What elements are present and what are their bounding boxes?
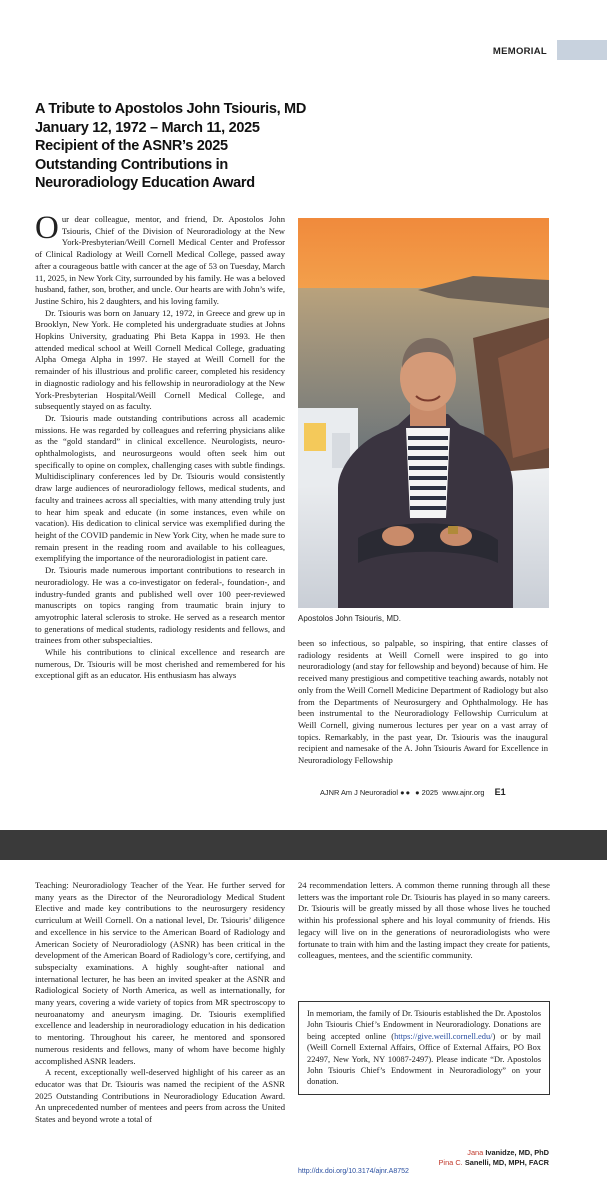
- journal-name: AJNR Am J Neuroradiol: [320, 788, 399, 797]
- drop-cap: O: [35, 210, 59, 246]
- memoriam-text: ) or by mail (Weill Cornell External Affairs, Office of External Affairs, PO Box 22497, New York, NY 10087-2497). Please indicate “Dr. Apostolos John Tsiouris Chief’s Endowment in Neuroradiology” on your donation.: [307, 1031, 541, 1087]
- title-line: A Tribute to Apostolos John Tsiouris, MD: [35, 101, 307, 117]
- photo-caption: Apostolos John Tsiouris, MD.: [298, 614, 402, 623]
- body-column-right: [298, 638, 548, 767]
- author: [439, 1158, 550, 1168]
- paragraph: Dr. Tsiouris made numerous important contributions to research in neuroradiology. He was a co-investigator on federal-, foundation-, and industry-funded grants and published well over 100 peer-reviewed manuscripts on topics ranging from traumatic brain injury to amyotrophic lateral sclerosis to stroke. He served as a research mentor to generations of medical students, radiology residents and fellows, and trainees from other subspecialties.: [35, 565, 285, 646]
- paragraph: Teaching: Neuroradiology Teacher of the Year. He further served for many years as the Director of the Neuroradiology Medical Student Elective and made key contributions to the neurosurgery residency curriculum at Weill Cornell. On a national level, Dr. Tsiouris’ diligence and excellence in his service to the American Board of Radiology and American Society of Neuroradiology (ASNR) has been critical in the development of the American Board of Radiology’s core, certifying, and subspecialty examinations. A highly sought-after national and international lecturer, he has been an invited speaker at the ASNR and Radiological Society of North America, as well as internationally, for many years, covering a wide variety of topics from MR spectroscopy to neuroanatomy and aneurysm imaging. Dr. Tsiouris exemplified excellence and leadership in neuroradiology education in his dedication to mentoring. Throughout his career, he mentored and sponsored numerous residents and fellows, many of whom have become highly accomplished ASNR leaders.: [35, 880, 285, 1066]
- author: [439, 1148, 550, 1158]
- paragraph: 24 recommendation letters. A common theme running through all these letters was the important role Dr. Tsiouris has played in so many careers. Dr. Tsiouris will be greatly missed by all those whose lives he touched within his professional sphere and his loyal community of friends. His legacy will live on in the generations of neuroradiologists who were fortunate to train with him and the lasting impact they create for patients, colleagues, mentees, and the scientific community.: [298, 880, 550, 961]
- doi-link[interactable]: http://dx.doi.org/10.3174/ajnr.A8752: [298, 1168, 409, 1175]
- section-label: MEMORIAL: [492, 46, 547, 57]
- page-number: E1: [494, 787, 506, 797]
- memoriam-text: In memoriam, the family of Dr. Tsiouris established the Dr. Apostolos John Tsiouris Chief’s Endowment in Neuroradiology. Donations are being accepted online (: [307, 1009, 541, 1041]
- author-given-name: Jana: [467, 1148, 484, 1157]
- portrait-photo: [298, 218, 549, 608]
- paragraph: [35, 210, 285, 308]
- title-line: Neuroradiology Education Award: [35, 175, 255, 191]
- article-title: [35, 100, 307, 193]
- paragraph: Dr. Tsiouris made outstanding contributions across all academic missions. He was regarded by colleagues and referring physicians alike as the “gold standard” in clinical excellence. Neurologists, neuro-ophthalmologists, and neurosurgeons would often seek him out specifically to opine on complex, challenging cases with subtle findings. Multidisciplinary conferences led by Dr. Tsiouris would consistently draw large audiences of neuroradiology fellows, medical students, and faculty and trainees across all specialties, with many attending truly just to hear him speak and educate (in some instances, even while on vacation). His dedication to clinical service was exemplified during the height of the COVID pandemic in New York City, when he made sure to remain present in the reading room and available to his colleagues, exemplifying the importance of the neuroradiologist in patient care.: [35, 412, 285, 564]
- author-family-name: Sanelli, MD, MPH, FACR: [464, 1158, 549, 1167]
- paragraph: A recent, exceptionally well-deserved highlight of his career as an educator was that Dr. Tsiouris was named the recipient of the ASNR 2025 Outstanding Contributions in Neuroradiology Education Award. An unprecedented number of mentees and peers from across the United States and beyond wrote a total of: [35, 1067, 285, 1125]
- paragraph: While his contributions to clinical excellence and research are numerous, Dr. Tsiouris will be most cherished and remembered for his exceptional gift as an educator. His enthusiasm has always: [35, 647, 285, 681]
- donation-link[interactable]: https://give.weill.cornell.edu/: [394, 1031, 493, 1041]
- body-column-right-page2: [298, 880, 550, 962]
- footer-year: ● 2025: [415, 788, 439, 797]
- title-line: Outstanding Contributions in: [35, 156, 228, 173]
- title-line: Recipient of the ASNR’s 2025: [35, 138, 228, 154]
- author-given-name: Pina C.: [438, 1158, 463, 1167]
- memoriam-box: [298, 1001, 550, 1095]
- section-tab-marker: [557, 40, 607, 60]
- paragraph: been so infectious, so palpable, so inspiring, that entire classes of radiology residents at Weill Cornell were inspired to go into neuroradiology (and stay for fellowship and beyond) because of him. He received many prestigious and competitive teaching awards, notably not only from the Weill Cornell Medicine Department of Radiology but also from the Departments of Neurosurgery and Ophthalmology. He has been instrumental to the Neuroradiology Fellowship Curriculum at Weill Cornell, giving numerous lectures per year on a vast array of topics. Remarkably, in the past year, Dr. Tsiouris was the inaugural recipient and namesake of the A. John Tsiouris Award for Excellence in Neuroradiology Fellowship: [298, 638, 548, 766]
- body-column-left: [35, 210, 285, 682]
- author-list: [439, 1148, 550, 1168]
- issue-dots: ●●: [400, 788, 412, 797]
- author-family-name: Ivanidze, MD, PhD: [485, 1148, 549, 1157]
- paragraph: Dr. Tsiouris was born on January 12, 1972, in Greece and grew up in Brooklyn, New York. He completed his undergraduate studies at Johns Hopkins University, graduating Phi Beta Kappa in 1993. He then attended medical school at Weill Cornell Medical College, graduating Alpha Omega Alpha in 1997. He stayed at Weill Cornell for the remainder of his illustrious and prolific career, completed his residency in diagnostic radiology and his fellowship in neuroradiology at the New York-Presbyterian Hospital/Weill Cornell Medical College, and subsequently stayed on as faculty.: [35, 307, 285, 412]
- journal-url[interactable]: www.ajnr.org: [442, 788, 485, 797]
- title-line: January 12, 1972 – March 11, 2025: [35, 119, 260, 136]
- body-column-left-page2: [35, 880, 285, 1126]
- paragraph-text: ur dear colleague, mentor, and friend, Dr. Apostolos John Tsiouris, Chief of the Division of Neuroradiology at the New York-Presbyterian/Weill Cornell Medical Center and Professor of Clinical Radiology at Weill Cornell Medical College, passed away after a courageous battle with cancer at the age of 53 on Tuesday, March 11, 2025, in New York City, surrounded by his family. He was a beloved husband, father, son, brother, and uncle. Our hearts are with John’s wife, Justine Schiro, his 2 daughters, and his loving family.: [35, 214, 285, 306]
- page-footer: [320, 787, 550, 797]
